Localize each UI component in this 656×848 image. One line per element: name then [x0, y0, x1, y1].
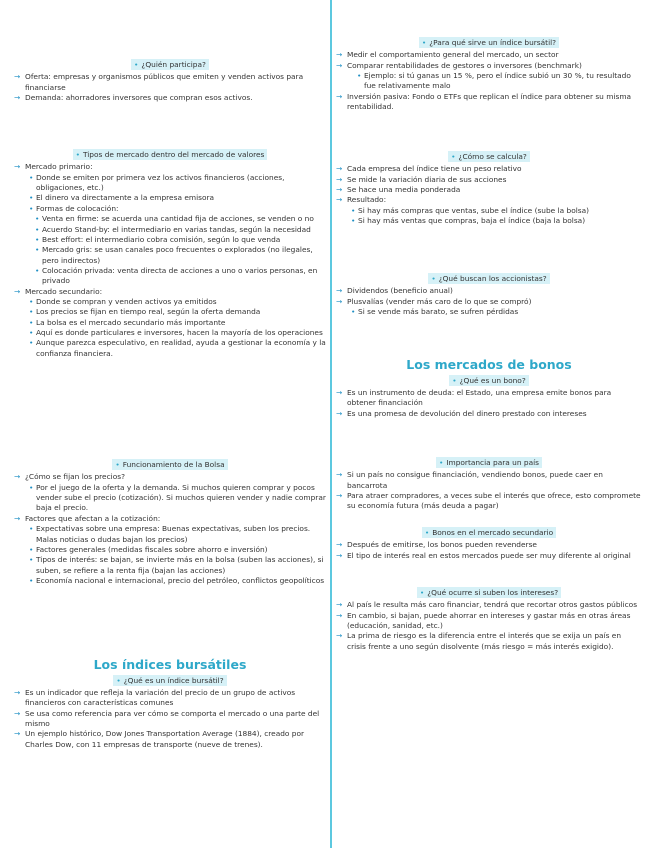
section-title: • ¿Qué buscan los accionistas?	[336, 274, 642, 284]
section-accionistas	[336, 274, 642, 317]
section-title: • Tipos de mercado dentro del mercado de valores	[14, 150, 326, 160]
list-item: → Al país le resulta más caro financiar, tendrá que recortar otros gastos públicos	[336, 600, 642, 610]
section-title: • Bonos en el mercado secundario	[336, 528, 642, 538]
list-item: • Colocación privada: venta directa de acciones a uno o varios personas, en privado	[14, 266, 326, 287]
list-item: → Se hace una media ponderada	[336, 185, 642, 195]
list-item: → Medir el comportamiento general del mercado, un sector	[336, 50, 642, 60]
list-item: • Factores generales (medidas fiscales sobre ahorro e inversión)	[14, 545, 326, 555]
list-item: → Se mide la variación diaria de sus acciones	[336, 175, 642, 185]
section-tipos	[14, 150, 326, 359]
section-title: • Importancia para un país	[336, 458, 642, 468]
list-item: → Después de emitirse, los bonos pueden revenderse	[336, 540, 642, 550]
list-item: • Formas de colocación:	[14, 204, 326, 214]
list-item: → Mercado secundario:	[14, 287, 326, 297]
list-item: • Los precios se fijan en tiempo real, según la oferta demanda	[14, 307, 326, 317]
list-item: • Venta en firme: se acuerda una cantidad fija de acciones, se venden o no	[14, 214, 326, 224]
list-item: → En cambio, si bajan, puede ahorrar en intereses y gastar más en otras áreas (educación, sanidad, etc.)	[336, 611, 642, 632]
list-item: • Economía nacional e internacional, precio del petróleo, conflictos geopolíticos	[14, 576, 326, 586]
list-item: → Se usa como referencia para ver cómo se comporta el mercado o una parte del mismo	[14, 709, 326, 730]
list-item: → Si un país no consigue financiación, vendiendo bonos, puede caer en bancarrota	[336, 470, 642, 491]
list-item: → Es un instrumento de deuda: el Estado, una empresa emite bonos para obtener financiación	[336, 388, 642, 409]
list-item: • Expectativas sobre una empresa: Buenas expectativas, suben los precios. Malas noticias o dudas bajan los precios)	[14, 524, 326, 545]
list-item: → Plusvalías (vender más caro de lo que se compró)	[336, 297, 642, 307]
list-item: • Donde se compran y venden activos ya emitidos	[14, 297, 326, 307]
list-item: → Cada empresa del índice tiene un peso relativo	[336, 164, 642, 174]
list-item: → Resultado:	[336, 195, 642, 205]
list-item: • Aunque parezca especulativo, en realidad, ayuda a gestionar la economía y la confianza financiera.	[14, 338, 326, 359]
list-item: • Por el juego de la oferta y la demanda. Si muchos quieren comprar y pocos vender sube el precio (cotización). Si muchos quieren vender y nadie comprar baja el precio.	[14, 483, 326, 514]
section-title: • Funcionamiento de la Bolsa	[14, 460, 326, 470]
section-quien	[14, 60, 326, 103]
list-item: • Acuerdo Stand-by: el intermediario en varias tandas, según la necesidad	[14, 225, 326, 235]
list-item: → Demanda: ahorradores inversores que compran esos activos.	[14, 93, 326, 103]
section-title: • ¿Qué es un índice bursátil?	[14, 676, 326, 686]
list-item: → La prima de riesgo es la diferencia entre el interés que se exija un país en crisis frente a uno según disolvente (más riesgo = más interés exigido).	[336, 631, 642, 652]
list-item: → Es una promesa de devolución del dinero prestado con intereses	[336, 409, 642, 419]
list-item: → Es un indicador que refleja la variación del precio de un grupo de activos financieros con características comunes	[14, 688, 326, 709]
list-item: • Si se vende más barato, se sufren pérdidas	[336, 307, 642, 317]
section-sirve	[336, 38, 642, 113]
section-title: • ¿Para qué sirve un índice bursátil?	[336, 38, 642, 48]
list-item: • Si hay más ventas que compras, baja el índice (baja la bolsa)	[336, 216, 642, 226]
section-indices	[14, 656, 326, 750]
list-item: • Best effort: el intermediario cobra comisión, según lo que venda	[14, 235, 326, 245]
section-heading: Los índices bursátiles	[93, 657, 247, 672]
list-item: → Comparar rentabilidades de gestores o inversores (benchmark)	[336, 61, 642, 71]
list-item: → ¿Cómo se fijan los precios?	[14, 472, 326, 482]
section-bonos	[336, 356, 642, 419]
list-item: • La bolsa es el mercado secundario más importante	[14, 318, 326, 328]
list-item: → Para atraer compradores, a veces sube el interés que ofrece, esto compromete su economía futura (más deuda a pagar)	[336, 491, 642, 512]
list-item: • Tipos de interés: se bajan, se invierte más en la bolsa (suben las acciones), si suben, se refiere a la renta fija (bajan las acciones)	[14, 555, 326, 576]
list-item: • Mercado gris: se usan canales poco frecuentes o explorados (no ilegales, pero indirectos)	[14, 245, 326, 266]
section-title: • ¿Cómo se calcula?	[336, 152, 642, 162]
section-heading: Los mercados de bonos	[406, 357, 572, 372]
column-divider	[330, 0, 332, 848]
section-secundario	[336, 528, 642, 561]
list-item: • El dinero va directamente a la empresa emisora	[14, 193, 326, 203]
list-item: • Ejemplo: si tú ganas un 15 %, pero el índice subió un 30 %, tu resultado fue relativamente malo	[336, 71, 642, 92]
section-title: • ¿Quién participa?	[14, 60, 326, 70]
list-item: • Aquí es donde particulares e inversores, hacen la mayoría de los operaciones	[14, 328, 326, 338]
list-item: → Dividendos (beneficio anual)	[336, 286, 642, 296]
list-item: → Mercado primario:	[14, 162, 326, 172]
list-item: → Factores que afectan a la cotización:	[14, 514, 326, 524]
list-item: → El tipo de interés real en estos mercados puede ser muy diferente al original	[336, 551, 642, 561]
section-importancia	[336, 458, 642, 512]
section-funcionamiento	[14, 460, 326, 586]
section-title: • ¿Qué ocurre si suben los intereses?	[336, 588, 642, 598]
list-item: → Oferta: empresas y organismos públicos que emiten y venden activos para financiarse	[14, 72, 326, 93]
section-suben	[336, 588, 642, 652]
list-item: → Inversión pasiva: Fondo o ETFs que replican el índice para obtener su misma rentabilidad.	[336, 92, 642, 113]
section-title: • ¿Qué es un bono?	[336, 376, 642, 386]
list-item: • Donde se emiten por primera vez los activos financieros (acciones, obligaciones, etc.)	[14, 173, 326, 194]
list-item: → Un ejemplo histórico, Dow Jones Transportation Average (1884), creado por Charles Dow, con 11 empresas de transporte (nueve de trenes).	[14, 729, 326, 750]
list-item: • Si hay más compras que ventas, sube el índice (sube la bolsa)	[336, 206, 642, 216]
section-calcula	[336, 152, 642, 227]
